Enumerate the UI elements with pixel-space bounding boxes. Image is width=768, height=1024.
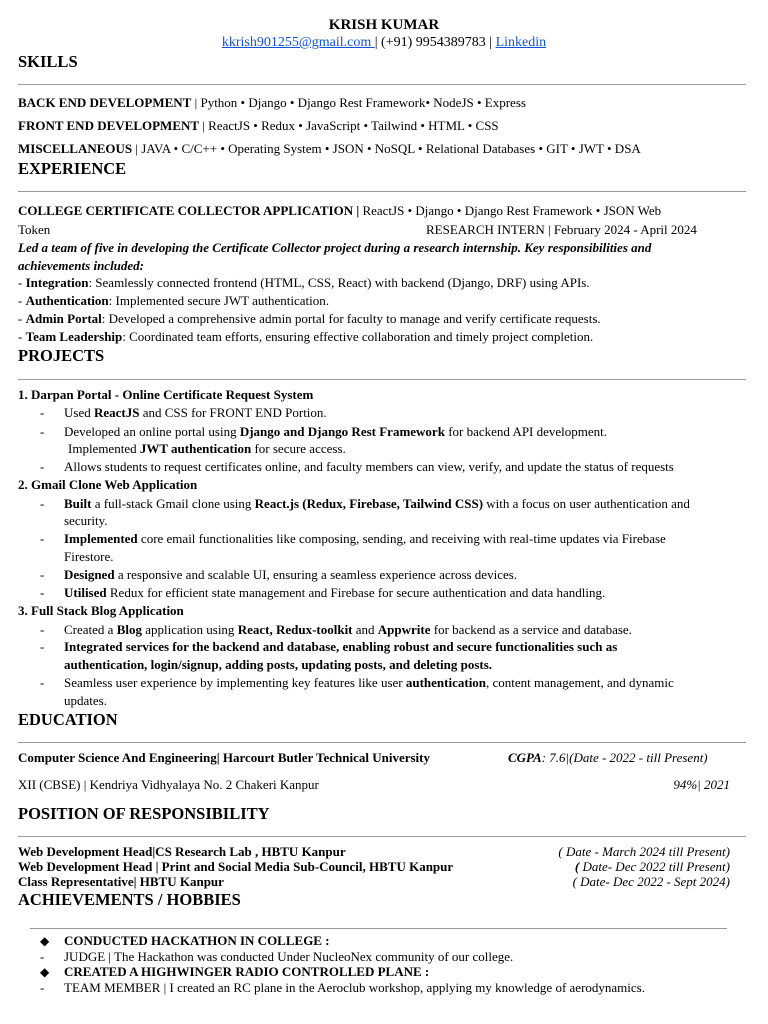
email-link[interactable]: kkrish901255@gmail.com <box>221 35 375 50</box>
project-bullet: Integrated services for the backend and database, enabling robust and secure functionalities such as <box>64 639 618 654</box>
bullet-dash: - <box>40 405 45 420</box>
experience-stack-cont: Token <box>18 222 51 237</box>
point-label: Integration <box>25 275 89 290</box>
position-title: Web Development Head | Print and Social Media Sub-Council, HBTU Kanpur <box>18 859 454 874</box>
project-bullet <box>64 622 632 638</box>
achievement-detail: JUDGE | The Hackathon was conducted Under NucleoNex community of our college. <box>64 949 514 964</box>
experience-stack: ReactJS • Django • Django Rest Framework • JSON Web <box>359 203 662 218</box>
bullet-emphasis: Utilised <box>64 585 107 600</box>
project-bullet-cont: authentication, login/signup, adding posts, updating posts, and deleting posts. <box>64 657 493 672</box>
bullet-dash: - <box>40 622 45 637</box>
point-text: : Seamlessly connected frontend (HTML, CSS, React) with backend (Django, DRF) using APIs. <box>88 275 590 290</box>
point-text: : Coordinated team efforts, ensuring effective collaboration and timely project completion. <box>122 329 594 344</box>
project-bullet-cont: updates. <box>64 693 107 708</box>
contact-line <box>0 35 768 51</box>
bullet-text: Developed an online portal using <box>64 424 240 439</box>
phone-text: | (+91) 9954389783 | <box>374 35 496 50</box>
bullet-emphasis: React, Redux-toolkit <box>237 622 353 637</box>
point-text: : Developed a comprehensive admin portal for faculty to manage and verify certificate requests. <box>101 311 601 326</box>
bullet-dash: - <box>40 531 45 546</box>
experience-point <box>18 311 601 327</box>
project-bullet <box>64 424 607 440</box>
skill-items: | JAVA • C/C++ • Operating System • JSON • NoSQL • Relational Databases • GIT • JWT • DSA <box>132 141 641 156</box>
position-title: Class Representative| HBTU Kanpur <box>18 874 224 889</box>
skill-label: MISCELLANEOUS <box>18 141 133 156</box>
bullet-emphasis: Blog <box>116 622 142 637</box>
education-school: XII (CBSE) | Kendriya Vidhyalaya No. 2 Chakeri Kanpur <box>18 777 319 792</box>
section-divider <box>18 836 746 837</box>
experience-summary-1: Led a team of five in developing the Certificate Collector project during a research internship. Key responsibilities and <box>18 240 652 255</box>
bullet-dash: - <box>40 639 45 654</box>
section-title-achievements: ACHIEVEMENTS / HOBBIES <box>18 890 241 909</box>
bullet-text: for backend as a service and database. <box>430 622 632 637</box>
project-title: 3. Full Stack Blog Application <box>18 603 184 618</box>
section-divider <box>30 928 727 929</box>
bullet-text: and <box>352 622 378 637</box>
cgpa-value: : 7.6|(Date - 2022 - till Present) <box>541 750 708 765</box>
skill-label: FRONT END DEVELOPMENT <box>18 118 200 133</box>
date-text: Date- Dec 2022 till Present) <box>579 859 730 874</box>
project-title: 1. Darpan Portal - Online Certificate Request System <box>18 387 314 402</box>
project-bullet-cont: security. <box>64 513 108 528</box>
point-label: Admin Portal <box>25 311 102 326</box>
bullet-emphasis: JWT authentication <box>139 441 252 456</box>
section-title-projects: PROJECTS <box>18 346 105 365</box>
bullet-emphasis: Django and Django Rest Framework <box>239 424 445 439</box>
section-title-experience: EXPERIENCE <box>18 159 127 178</box>
bullet-text: Implemented <box>68 441 140 456</box>
project-bullet <box>64 567 517 583</box>
bullet-text: , content management, and dynamic <box>486 675 674 690</box>
project-bullet-cont: Firestore. <box>64 549 114 564</box>
experience-title <box>18 203 661 219</box>
skill-row-frontend <box>18 118 499 134</box>
skill-items: | Python • Django • Django Rest Framework• NodeJS • Express <box>191 95 526 110</box>
bullet-dash: - <box>40 496 45 511</box>
point-text: : Implemented secure JWT authentication. <box>108 293 329 308</box>
bullet-text: core email functionalities like composing, sending, and receiving with real-time updates via Firebase <box>137 531 666 546</box>
bullet-dash: - <box>40 424 45 439</box>
project-bullet <box>64 405 327 421</box>
achievement-heading: CONDUCTED HACKATHON IN COLLEGE : <box>64 933 330 948</box>
bullet-dash: - <box>40 585 45 600</box>
bullet-dash: - <box>40 949 45 964</box>
position-title: Web Development Head|CS Research Lab , HBTU Kanpur <box>18 844 346 859</box>
education-score: 94%| 2021 <box>673 777 730 792</box>
skill-label: BACK END DEVELOPMENT <box>18 95 192 110</box>
section-title-position: POSITION OF RESPONSIBILITY <box>18 804 270 823</box>
project-bullet: Allows students to request certificates online, and faculty members can view, verify, and update the status of requests <box>64 459 674 474</box>
experience-point <box>18 275 590 291</box>
bullet-emphasis: Built <box>64 496 92 511</box>
project-bullet <box>64 585 605 601</box>
bullet-text: a responsive and scalable UI, ensuring a seamless experience across devices. <box>114 567 518 582</box>
skill-items: | ReactJS • Redux • JavaScript • Tailwind • HTML • CSS <box>199 118 499 133</box>
bullet-emphasis: Implemented <box>64 531 138 546</box>
dash-glyph: - <box>18 329 23 344</box>
experience-point <box>18 329 593 345</box>
dash-glyph: - <box>18 311 23 326</box>
cgpa-label: CGPA <box>508 750 542 765</box>
diamond-bullet-icon: ◆ <box>40 934 50 948</box>
bullet-text: for backend API development. <box>444 424 608 439</box>
bullet-text: Used <box>64 405 94 420</box>
dash-glyph: - <box>18 293 23 308</box>
education-degree: Computer Science And Engineering| Harcourt Butler Technical University <box>18 750 431 765</box>
project-bullet <box>64 531 666 547</box>
section-divider <box>18 191 746 192</box>
skill-row-backend <box>18 95 526 111</box>
bullet-text: application using <box>142 622 238 637</box>
bullet-text: and CSS for FRONT END Portion. <box>139 405 327 420</box>
bullet-dash: - <box>40 675 45 690</box>
diamond-bullet-icon: ◆ <box>40 965 50 979</box>
project-bullet-cont <box>68 441 346 457</box>
bullet-emphasis: ReactJS <box>93 405 140 420</box>
bullet-text: a full-stack Gmail clone using <box>91 496 255 511</box>
bullet-emphasis: Designed <box>64 567 115 582</box>
date-paren: ( <box>574 859 580 874</box>
point-label: Authentication <box>25 293 109 308</box>
bullet-text: Seamless user experience by implementing key features like user <box>64 675 406 690</box>
project-title: 2. Gmail Clone Web Application <box>18 477 198 492</box>
project-bullet <box>64 496 690 512</box>
bullet-dash: - <box>40 459 45 474</box>
project-bullet <box>64 675 674 691</box>
position-date: ( Date- Dec 2022 - Sept 2024) <box>572 874 730 889</box>
section-divider <box>18 742 746 743</box>
position-date: ( Date - March 2024 till Present) <box>558 844 730 859</box>
bullet-emphasis: authentication <box>405 675 487 690</box>
section-title-education: EDUCATION <box>18 710 118 729</box>
education-cgpa <box>508 750 708 766</box>
experience-role: RESEARCH INTERN | February 2024 - April 2024 <box>426 222 697 237</box>
section-divider <box>18 379 746 380</box>
bullet-text: Redux for efficient state management and Firebase for secure authentication and data handling. <box>106 585 606 600</box>
experience-name: COLLEGE CERTIFICATE COLLECTOR APPLICATION | <box>18 203 360 218</box>
bullet-text: Created a <box>64 622 117 637</box>
experience-summary-2: achievements included: <box>18 258 145 273</box>
achievement-heading: CREATED A HIGHWINGER RADIO CONTROLLED PLANE : <box>64 964 430 979</box>
dash-glyph: - <box>18 275 23 290</box>
achievement-detail: TEAM MEMBER | I created an RC plane in the Aeroclub workshop, applying my knowledge of aerodynamics. <box>64 980 645 995</box>
candidate-name: KRISH KUMAR <box>328 17 440 33</box>
section-title-skills: SKILLS <box>18 52 78 71</box>
bullet-emphasis: React.js (Redux, Firebase, Tailwind CSS) <box>254 496 484 511</box>
linkedin-link[interactable]: Linkedin <box>495 35 547 50</box>
bullet-text: for secure access. <box>251 441 346 456</box>
experience-point <box>18 293 329 309</box>
bullet-emphasis: Appwrite <box>377 622 431 637</box>
bullet-dash: - <box>40 980 45 995</box>
skill-row-misc <box>18 141 641 157</box>
section-divider <box>18 84 746 85</box>
position-date <box>480 859 730 875</box>
bullet-text: with a focus on user authentication and <box>483 496 690 511</box>
bullet-dash: - <box>40 567 45 582</box>
point-label: Team Leadership <box>25 329 123 344</box>
